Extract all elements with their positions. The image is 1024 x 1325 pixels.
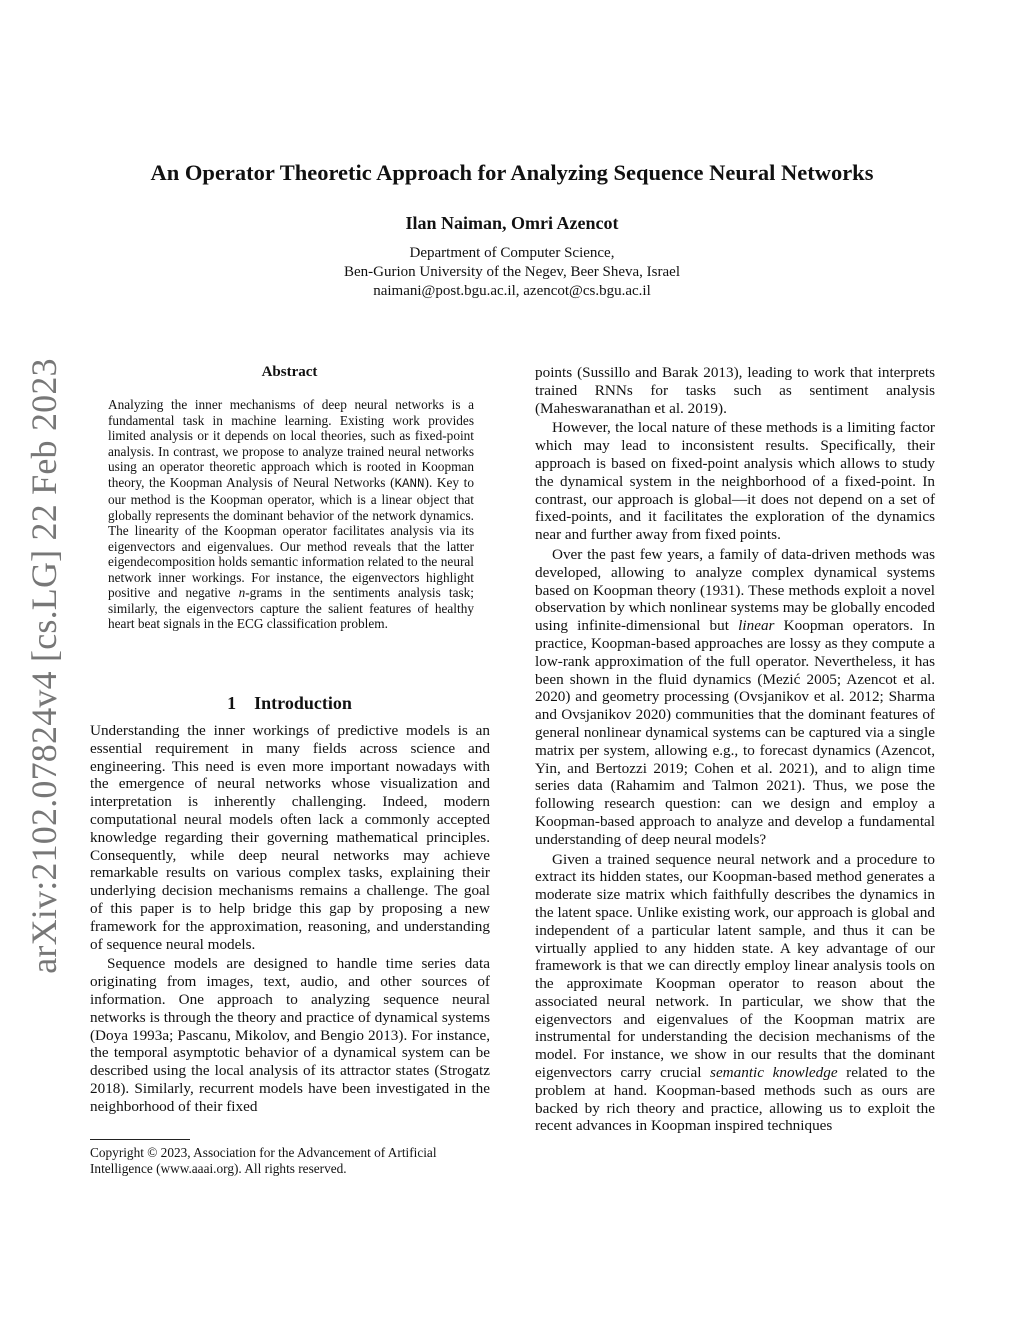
intro-paragraph-2: Sequence models are designed to handle time series data originating from images, text, audio, and other sources of information. One approach to analyzing sequence neural networks is through the theory and practice of dynamical systems (Doya 1993a; Pascanu, Mikolov, and Bengio 2013). For instance, the temporal asymptotic behavior of a dynamical system can be described using the local analysis of its attractor states (Strogatz 2018). Similarly, recurrent models have been investigated in the neighborhood of their fixed <box>90 955 490 1115</box>
left-column-body <box>90 722 490 1116</box>
intro-paragraph-1: Understanding the inner workings of predictive models is an essential requirement in many fields across science and engineering. This need is even more important nowadays with the emergence of neural networks whose visualization and interpretation is inherently challenging. Indeed, modern computational neural models often lack a commonly accepted knowledge regarding their governing mathematical principles. Consequently, while deep neural networks may achieve remarkable results on various complex tasks, explaining their underlying decision mechanisms remains a challenge. The goal of this paper is to help bridge this gap by proposing a new framework for the approximation, reasoning, and understanding of sequence neural models. <box>90 722 490 953</box>
emphasis-linear: linear <box>738 617 775 635</box>
n-variable: n <box>238 585 246 600</box>
right-column-body <box>535 364 935 1135</box>
intro-paragraph-2-continued: points (Sussillo and Barak 2013), leading to work that interprets trained RNNs for tasks such as sentiment analysis (Maheswaranathan et al. 2019). <box>535 364 935 417</box>
section-heading-introduction <box>90 693 489 714</box>
abstract-body <box>108 397 474 632</box>
abstract-heading: Abstract <box>261 364 318 380</box>
intro-paragraph-3: However, the local nature of these methods is a limiting factor which may lead to inconsistent results. Specifically, their approach is based on fixed-point analysis which allows to study the dynamical system in the neighborhood of a fixed-point. In contrast, our approach is global—it does not depend on a set of fixed-points, and it facilitates the exploration of the dynamics near and further away from fixed points. <box>535 419 935 544</box>
arxiv-id: arXiv:2102.07824v4 [cs.LG] 22 Feb 2023 <box>24 358 64 974</box>
affiliation-department: Department of Computer Science, <box>409 245 615 261</box>
intro-paragraph-5: Given a trained sequence neural network and a procedure to extract its hidden states, our Koopman-based method generates a moderate size matrix which faithfully describes the dynamics in the latent space. Unlike existing work, our approach is global and independent of a particular latent sample, and thus it can be virtually applied to any hidden state. A key advantage of our framework is that we can directly employ linear analysis tools on the approximate Koopman operator to reason about the associated neural network. In particular, we show that the eigenvectors and eigenvalues of the Koopman matrix are instrumental for understanding the decision mechanisms of the model. For instance, we show in our results that the dominant eigenvectors carry crucial semantic knowledge related to the problem at hand. Koopman-based methods such as ours are backed by rich theory and practice, allowing us to exploit the recent advances in Koopman inspired techniques <box>535 850 936 1135</box>
arxiv-side-stamp <box>20 356 68 976</box>
footnote-line-2: Intelligence (www.aaai.org). All rights reserved. <box>90 1161 347 1176</box>
affiliation <box>0 244 1024 301</box>
section-number: 1 <box>227 693 237 713</box>
intro-paragraph-4: Over the past few years, a family of data-driven methods was developed, allowing to analyze complex dynamical systems based on Koopman theory (1931). These methods exploit a novel observation by which nonlinear systems may be globally encoded using infinite-dimensional but linear Koopman operators. In practice, Koopman-based approaches are lossy as they compute a low-rank approximation of the full operator. Nevertheless, it has been shown in the fluid dynamics (Mezić 2005; Azencot et al. 2020) and geometry processing (Ovsjanikov et al. 2012; Sharma and Ovsjanikov 2020) communities that the dominant features of general nonlinear dynamical systems can be captured via a single matrix per system, allowing e.g., to forecast dynamics (Azencot, Yin, and Bertozzi 2019; Cohen et al. 2021), and to align time series data (Rahamim and Talmon 2021). Thus, we pose the following research question: can we design and employ a Koopman-based approach to analyze and develop a fundamental understanding of deep neural models? <box>535 545 935 848</box>
footnote-line-1: Copyright © 2023, Association for the Advancement of Artificial <box>90 1145 437 1160</box>
footnote-rule <box>90 1139 190 1140</box>
kann-acronym: KANN <box>394 476 425 491</box>
paper-title: An Operator Theoretic Approach for Analyzing Sequence Neural Networks <box>150 160 874 185</box>
emphasis-semantic-knowledge: semantic knowledge <box>710 1064 838 1082</box>
abstract-paragraph: Analyzing the inner mechanisms of deep neural networks is a fundamental task in machine learning. Existing work provides limited analysis or it depends on local theories, such as fixed-point analysis. In contrast, we propose to analyze trained neural networks using an operator theoretic approach which is rooted in Koopman theory, the Koopman Analysis of Neural Networks (KANN). Key to our method is the Koopman operator, which is a linear object that globally represents the dominant behavior of the network dynamics. The linearity of the Koopman operator facilitates analysis via its eigenvectors and eigenvalues. Our method reveals that the latter eigendecomposition holds semantic information related to the neural network inner workings. For instance, the eigenvectors highlight positive and negative n-grams in the sentiments analysis task; similarly, the eigenvectors capture the salient features of healthy heart beat signals in the ECG classification problem. <box>108 397 474 631</box>
section-title: Introduction <box>254 693 352 713</box>
affiliation-university: Ben-Gurion University of the Negev, Beer Sheva, Israel <box>343 264 680 280</box>
affiliation-emails: naimani@post.bgu.ac.il, azencot@cs.bgu.ac.il <box>373 283 651 299</box>
paper-authors: Ilan Naiman, Omri Azencot <box>405 213 619 233</box>
copyright-footnote <box>90 1145 490 1177</box>
